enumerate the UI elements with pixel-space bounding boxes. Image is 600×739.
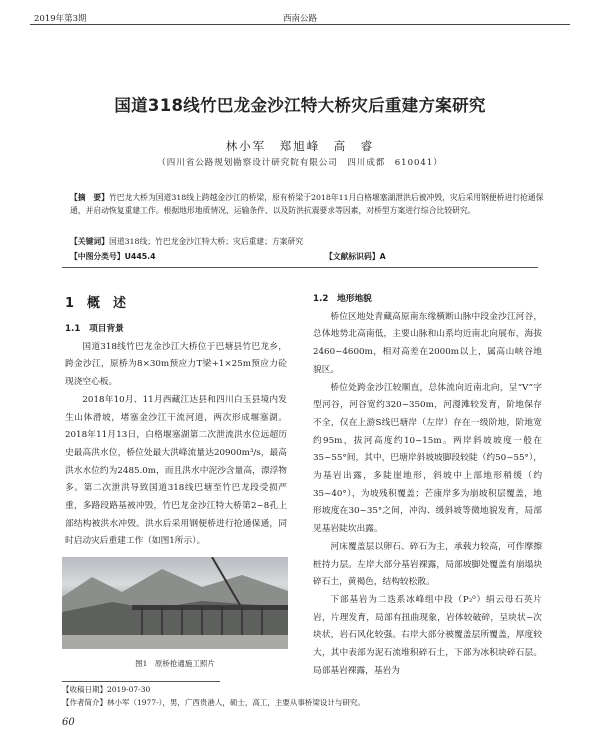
figure-1-photo bbox=[62, 557, 288, 649]
doc-code-value: A bbox=[379, 252, 386, 261]
paragraph: 桥位区地处青藏高原南东缘横断山脉中段金沙江河谷，总体地势北高南低，主要山脉和山系均近南北向展布，海拔2460~4600m，相对高差在2000m以上，属高山峡谷地貌区。 bbox=[313, 311, 542, 375]
paragraph: 国道318线竹巴龙金沙江大桥位于巴塘县竹巴龙乡，跨金沙江，原桥为8×30m预应力T梁+1×25m预应力砼现浇空心板。 bbox=[65, 341, 287, 388]
footnote-received: 【收稿日期】2019-07-30 bbox=[62, 685, 151, 694]
section-heading-1: 1 概 述 bbox=[65, 296, 127, 311]
affiliation: （四川省公路规划勘察设计研究院有限公司 四川成都 610041） bbox=[157, 158, 443, 168]
doc-code-label: 【文献标识码】 bbox=[325, 252, 380, 261]
abstract-text: 竹巴龙大桥为国道318线上跨越金沙江的桥梁，原有桥梁于2018年11月白格堰塞湖泄洪后被冲毁，灾后采用钢便桥进行抢通保通，并启动恢复重建工作。根据地形地质情况、运输条件、以及防洪抗震要求等因素，对桥型方案进行综合比较研究。 bbox=[70, 193, 544, 215]
classification-line bbox=[70, 250, 545, 263]
paragraph: 桥位处跨金沙江较顺直，总体流向近南北向，呈“V”字型河谷，河谷宽约320~350m，河漫滩较发育，阶地保存不全，仅在上游S线巴塘岸（左岸）存在一级阶地，阶地宽约95m，拔河高度约10~15m。两岸斜坡坡度一般在35~55°间，其中，巴塘岸斜坡坡脚段较陡（约50~55°），为基岩出露，多陡崖地形，斜坡中上部地形稍缓（约35~40°），为坡残积覆盖；芒康岸多为崩坡积层覆盖，地形坡度在30~35°之间，冲沟、缓斜坡等微地貌发育，局部见基岩陡坎出露。 bbox=[313, 382, 542, 535]
paragraph: 河床覆盖层以卵石、碎石为主，承载力较高，可作摩擦桩持力层。左岸大部分基岩裸露，局部坡脚处覆盖有崩塌块碎石土，黄褐色，结构较松散。 bbox=[313, 541, 542, 588]
abstract-divider bbox=[62, 267, 538, 268]
footnote-divider bbox=[62, 681, 220, 682]
left-column bbox=[65, 291, 287, 551]
paragraph: 2018年10月、11月西藏江达县和四川白玉县境内发生山体滑坡，堵塞金沙江干流河道，两次形成堰塞湖。2018年11月13日，白格堰塞湖第二次泄流洪水位远超历史最高洪水位，桥位处最大洪峰流量达20900m³/s，最高洪水水位约为2485.0m，而且洪水中泥沙含量高，漂浮物多。第二次泄洪导致国道318线巴塘至竹巴龙段受损严重，多路段路基被冲毁，竹巴龙金沙江特大桥第2~8孔上部结构被洪水冲毁。洪水后采用钢便桥进行抢通保通，同时启动灾后重建工作（如图1所示）。 bbox=[65, 394, 287, 547]
keywords-text: 国道318线；竹巴龙金沙江特大桥；灾后重建；方案研究 bbox=[108, 237, 304, 246]
abstract-label: 【摘 要】 bbox=[70, 193, 109, 202]
paper-title: 国道318线竹巴龙金沙江特大桥灾后重建方案研究 bbox=[114, 96, 486, 115]
paragraph: 下部基岩为二迭系冰峰组中段（P₂⁰）绢云母石英片岩，片理发育，局部有扭曲现象，岩体较破碎，呈块状~次块状，岩石风化较强。右岸大部分被覆盖层所覆盖，厚度较大，其中表部为泥石流堆积碎石土，下部为冰积块碎石层。局部基岩裸露，基岩为 bbox=[313, 594, 542, 676]
page-number: 60 bbox=[62, 717, 75, 728]
journal-name: 西南公路 bbox=[282, 14, 317, 24]
keywords-label: 【关键词】 bbox=[70, 237, 109, 246]
subsection-heading-1-1: 1.1 项目背景 bbox=[65, 324, 124, 334]
keywords bbox=[70, 235, 545, 248]
footnote-author-bio: 【作者简介】林小军（1977-），男，广西贵港人，硕士，高工，主要从事桥梁设计与研究。 bbox=[62, 698, 365, 707]
issue-label: 2019年第3期 bbox=[34, 14, 87, 24]
clc-value: U445.4 bbox=[124, 252, 156, 261]
right-column bbox=[313, 291, 542, 680]
figure-1-caption: 图1 原桥抢通施工照片 bbox=[135, 659, 215, 668]
abstract bbox=[70, 191, 545, 217]
running-header bbox=[30, 10, 570, 25]
clc-label: 【中图分类号】 bbox=[70, 252, 125, 261]
authors: 林小军 郑旭峰 高 睿 bbox=[225, 139, 375, 153]
subsection-heading-1-2: 1.2 地形地貌 bbox=[313, 294, 372, 304]
